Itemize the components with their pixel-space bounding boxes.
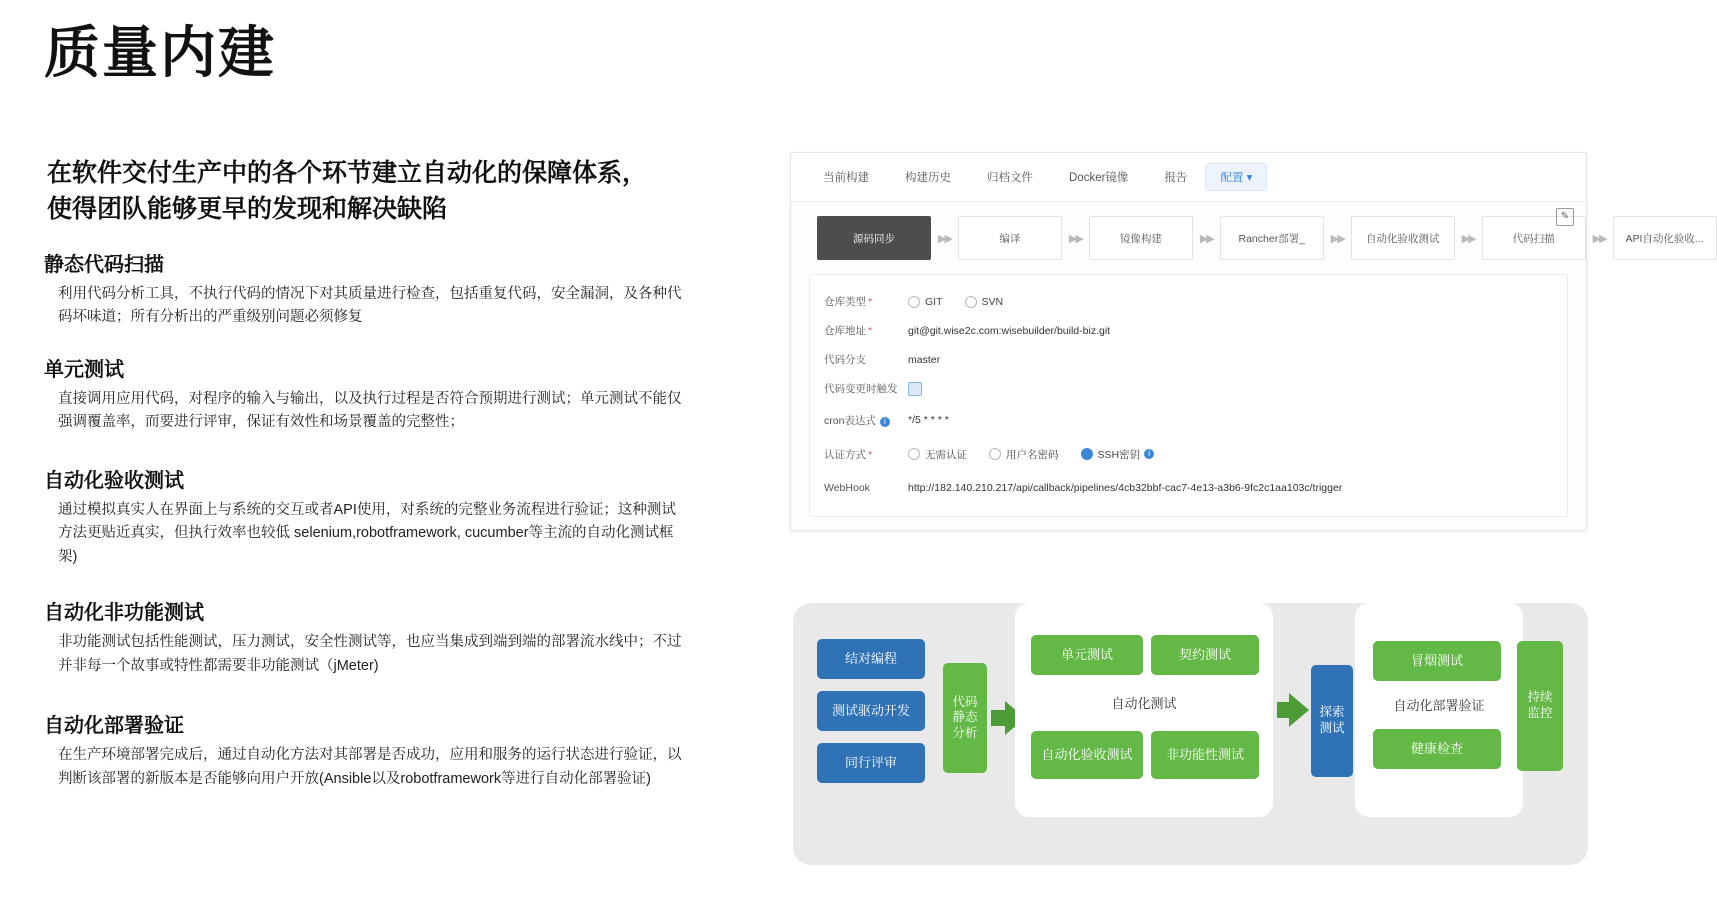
tab-config[interactable]: 配置 ▾ xyxy=(1205,163,1267,191)
pipeline-stage-bar xyxy=(791,202,1704,270)
stage-config-form xyxy=(809,274,1568,517)
block-pair-programming: 结对编程 xyxy=(817,639,925,679)
stage-compile[interactable]: 编译 xyxy=(958,216,1062,260)
section-automated-deployment-verification xyxy=(44,709,684,791)
tab-build-history[interactable]: 构建历史 xyxy=(905,172,951,184)
field-branch xyxy=(810,345,1567,374)
field-repo-type xyxy=(810,287,1567,316)
section-heading: 自动化验收测试 xyxy=(44,469,184,492)
tab-reports[interactable]: 报告 xyxy=(1164,172,1188,184)
radio-dot-icon xyxy=(989,448,1001,460)
block-static-analysis: 代码 静态 分析 xyxy=(943,663,987,773)
field-trigger-on-change xyxy=(810,374,1567,403)
section-heading: 自动化非功能测试 xyxy=(44,602,204,625)
field-label: 代码变更时触发 xyxy=(824,383,898,395)
block-smoke-test: 冒烟测试 xyxy=(1373,641,1501,681)
cron-input[interactable]: */5 * * * * xyxy=(908,414,949,426)
radio-user-password[interactable]: 用户名密码 xyxy=(989,447,1059,462)
section-body: 通过模拟真实人在界面上与系统的交互或者API使用，对系统的完整业务流程进行验证；这种测试方法更贴近真实，但执行效率也较低 selenium,robotframework, cucumber等主流的自动化测试框架) xyxy=(58,501,676,565)
section-body: 直接调用应用代码，对程序的输入与输出，以及执行过程是否符合预期进行测试；单元测试不能仅强调覆盖率，而要进行评审，保证有效性和场景覆盖的完整性； xyxy=(58,390,682,431)
stage-arrow-icon: ▶▶ xyxy=(1461,232,1475,245)
field-repo-url xyxy=(810,316,1567,345)
radio-git[interactable]: GIT xyxy=(908,296,943,308)
block-exploratory-test: 探索 测试 xyxy=(1311,665,1353,777)
section-static-code-scan xyxy=(44,248,684,330)
ci-config-screenshot xyxy=(790,152,1704,531)
stage-api-auto-acceptance[interactable]: API自动化验收... xyxy=(1613,216,1717,260)
stage-arrow-icon: ▶▶ xyxy=(938,232,951,245)
stage-rancher-deploy[interactable]: Rancher部署_ xyxy=(1220,216,1324,260)
info-icon[interactable]: i xyxy=(1144,449,1154,459)
field-cron xyxy=(810,403,1567,437)
tab-docker-images[interactable]: Docker镜像 xyxy=(1069,172,1129,184)
section-automated-acceptance-test xyxy=(44,464,684,569)
block-continuous-monitoring: 持续 监控 xyxy=(1517,641,1563,771)
tab-archive-files[interactable]: 归档文件 xyxy=(987,172,1033,184)
pipeline-diagram xyxy=(793,603,1588,865)
deploy-verify-caption: 自动化部署验证 xyxy=(1393,698,1485,713)
section-heading: 自动化部署验证 xyxy=(44,715,184,738)
stage-auto-acceptance-test[interactable]: 自动化验收测试 xyxy=(1351,216,1455,260)
radio-no-auth[interactable]: 无需认证 xyxy=(908,447,967,462)
field-auth-method xyxy=(810,437,1567,471)
section-body: 利用代码分析工具，不执行代码的情况下对其质量进行检查，包括重复代码，安全漏洞，及各种代码坏味道；所有分析出的严重级别问题必须修复 xyxy=(58,286,682,326)
field-label: 认证方式 * xyxy=(824,448,873,461)
section-list xyxy=(44,248,684,798)
section-heading: 静态代码扫描 xyxy=(44,254,164,276)
section-heading: 单元测试 xyxy=(44,358,124,381)
stage-image-build[interactable]: 镜像构建 xyxy=(1089,216,1193,260)
edit-icon[interactable]: ✎ xyxy=(1556,208,1574,226)
info-icon[interactable]: i xyxy=(880,417,890,427)
radio-dot-icon xyxy=(908,448,920,460)
section-body: 非功能测试包括性能测试，压力测试，安全性测试等，也应当集成到端到端的部署流水线中；不过并非每一个故事或特性都需要非功能测试（jMeter) xyxy=(58,634,682,674)
radio-svn[interactable]: SVN xyxy=(965,296,1004,308)
block-contract-test: 契约测试 xyxy=(1151,635,1259,675)
stage-arrow-icon: ▶▶ xyxy=(1330,232,1344,245)
radio-dot-icon xyxy=(908,296,920,308)
block-tdd: 测试驱动开发 xyxy=(817,691,925,731)
block-unit-test: 单元测试 xyxy=(1031,635,1143,675)
section-body: 在生产环境部署完成后，通过自动化方法对其部署是否成功，应用和服务的运行状态进行验证，以判断该部署的新版本是否能够向用户开放(Ansible以及robotframework等进行自动化部署验证) xyxy=(58,747,682,787)
stage-source-sync[interactable]: 源码同步 xyxy=(817,216,931,260)
field-label: cron表达式 i xyxy=(824,413,908,428)
auto-test-caption: 自动化测试 xyxy=(1111,696,1177,711)
flow-arrow-icon xyxy=(1289,693,1309,727)
field-label: 仓库地址 * xyxy=(824,325,873,337)
radio-dot-icon xyxy=(1081,448,1093,460)
stage-arrow-icon: ▶▶ xyxy=(1592,232,1606,245)
tab-current-build[interactable]: 当前构建 xyxy=(823,172,869,184)
section-unit-test xyxy=(44,353,684,435)
block-peer-review: 同行评审 xyxy=(817,743,925,783)
repo-url-input[interactable]: git@git.wise2c.com:wisebuilder/build-biz.git xyxy=(908,324,1111,337)
radio-dot-icon xyxy=(965,296,977,308)
webhook-url[interactable]: http://182.140.210.217/api/callback/pipelines/4cb32bbf-cac7-4e13-a3b6-9fc2c1aa103c/trigger xyxy=(908,482,1343,494)
page-title: 质量内建 xyxy=(44,21,276,84)
flow-arrow-icon xyxy=(1277,702,1289,718)
branch-input[interactable]: master xyxy=(908,353,941,366)
stage-arrow-icon: ▶▶ xyxy=(1199,232,1213,245)
section-automated-nonfunctional-test xyxy=(44,596,684,678)
ci-tab-bar xyxy=(791,153,1586,202)
stage-code-scan[interactable]: 代码扫描 xyxy=(1482,216,1586,260)
stage-arrow-icon: ▶▶ xyxy=(1068,232,1082,245)
field-label: 仓库类型 * xyxy=(824,296,873,308)
lead-paragraph: 在软件交付生产中的各个环节建立自动化的保障体系，使得团队能够更早的发现和解决缺陷 xyxy=(47,159,648,224)
field-label: 代码分支 xyxy=(824,354,866,366)
field-webhook xyxy=(810,471,1567,505)
block-health-check: 健康检查 xyxy=(1373,729,1501,769)
block-auto-acceptance-test: 自动化验收测试 xyxy=(1031,731,1143,779)
field-label: WebHook xyxy=(824,482,870,494)
radio-ssh-key[interactable]: SSH密钥 i xyxy=(1081,447,1155,462)
flow-arrow-icon xyxy=(991,710,1005,726)
trigger-checkbox[interactable] xyxy=(908,382,922,396)
block-nonfunctional-test: 非功能性测试 xyxy=(1151,731,1259,779)
